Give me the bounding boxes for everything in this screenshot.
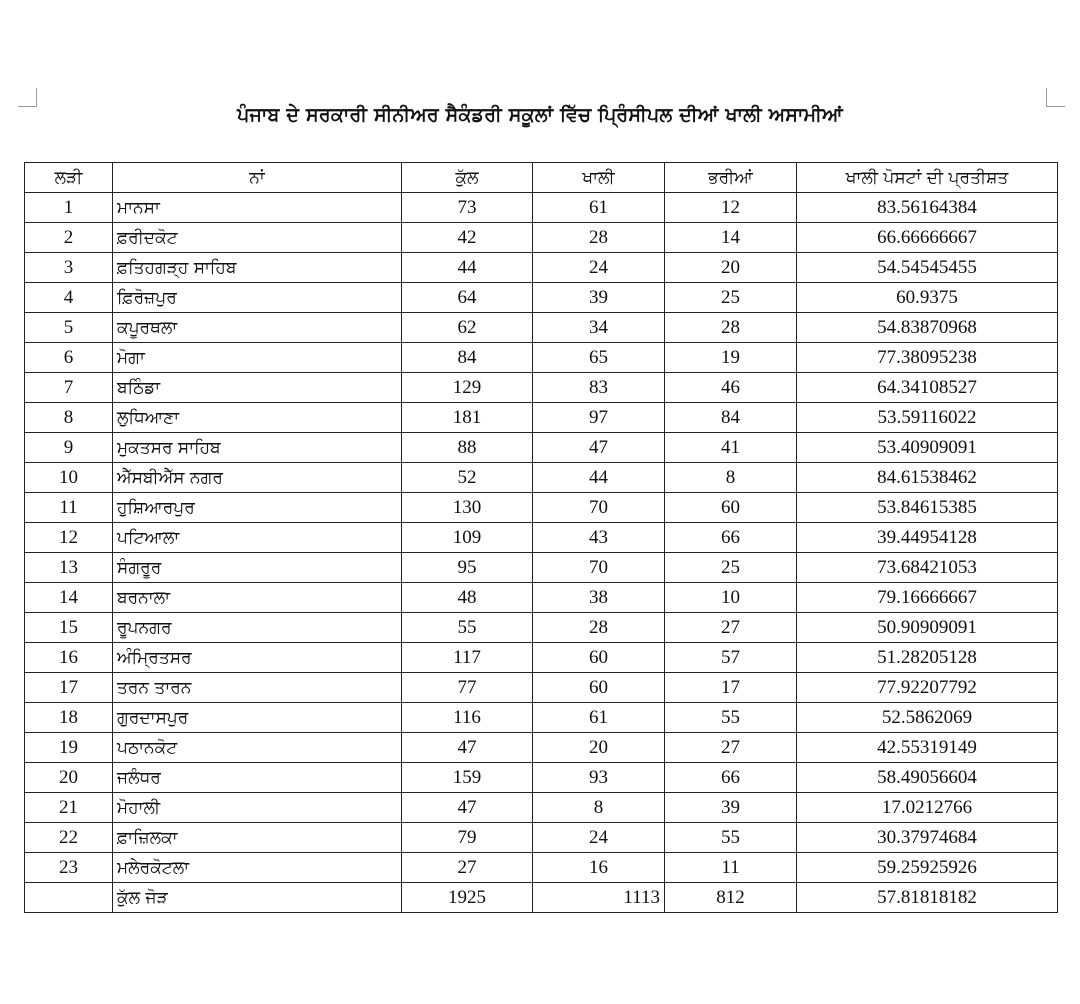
header-vacant: ਖਾਲੀ	[533, 163, 665, 193]
vacant-cell: 83	[533, 373, 665, 403]
filled-cell: 55	[665, 823, 797, 853]
percent-cell: 73.68421053	[797, 553, 1058, 583]
filled-cell: 25	[665, 283, 797, 313]
total-cell: 109	[402, 523, 533, 553]
district-name-cell: ਫ਼ਤਿਹਗੜ੍ਹ ਸਾਹਿਬ	[113, 253, 402, 283]
filled-cell: 84	[665, 403, 797, 433]
vacant-cell: 97	[533, 403, 665, 433]
percent-cell: 54.54545455	[797, 253, 1058, 283]
district-name-cell: ਮਾਨਸਾ	[113, 193, 402, 223]
filled-cell: 14	[665, 223, 797, 253]
total-cell: 52	[402, 463, 533, 493]
vacant-cell: 24	[533, 253, 665, 283]
percent-cell: 17.0212766	[797, 793, 1058, 823]
table-row	[25, 613, 1058, 643]
district-name-cell: ਫ਼ਾਜ਼ਿਲਕਾ	[113, 823, 402, 853]
serial-cell: 9	[25, 433, 113, 463]
serial-cell: 22	[25, 823, 113, 853]
district-name-cell: ਜਲੰਧਰ	[113, 763, 402, 793]
table-row	[25, 463, 1058, 493]
district-name-cell: ਪਠਾਨਕੋਟ	[113, 733, 402, 763]
table-header-row	[25, 163, 1058, 193]
vacant-cell: 8	[533, 793, 665, 823]
vacant-cell: 44	[533, 463, 665, 493]
table-row	[25, 283, 1058, 313]
serial-cell: 21	[25, 793, 113, 823]
table-row	[25, 733, 1058, 763]
table-total-row	[25, 883, 1058, 913]
percent-cell: 53.59116022	[797, 403, 1058, 433]
total-cell: 79	[402, 823, 533, 853]
total-cell: 95	[402, 553, 533, 583]
total-cell: 27	[402, 853, 533, 883]
total-cell: 47	[402, 793, 533, 823]
total-cell: 55	[402, 613, 533, 643]
filled-cell: 27	[665, 733, 797, 763]
table-row	[25, 433, 1058, 463]
vacant-cell: 61	[533, 703, 665, 733]
table-body	[25, 193, 1058, 883]
percent-cell: 60.9375	[797, 283, 1058, 313]
serial-cell: 11	[25, 493, 113, 523]
serial-cell: 3	[25, 253, 113, 283]
filled-cell: 28	[665, 313, 797, 343]
table-row	[25, 703, 1058, 733]
total-cell: 129	[402, 373, 533, 403]
vacant-cell: 61	[533, 193, 665, 223]
total-percent-cell: 57.81818182	[797, 883, 1058, 913]
serial-cell: 7	[25, 373, 113, 403]
serial-cell: 5	[25, 313, 113, 343]
percent-cell: 79.16666667	[797, 583, 1058, 613]
vacant-cell: 70	[533, 493, 665, 523]
percent-cell: 64.34108527	[797, 373, 1058, 403]
serial-cell: 12	[25, 523, 113, 553]
table-row	[25, 373, 1058, 403]
vacant-cell: 38	[533, 583, 665, 613]
table-row	[25, 823, 1058, 853]
vacant-cell: 70	[533, 553, 665, 583]
vacant-cell: 28	[533, 613, 665, 643]
total-cell: 130	[402, 493, 533, 523]
filled-cell: 27	[665, 613, 797, 643]
district-name-cell: ਬਰਨਾਲਾ	[113, 583, 402, 613]
total-cell: 64	[402, 283, 533, 313]
table-row	[25, 313, 1058, 343]
serial-cell: 4	[25, 283, 113, 313]
percent-cell: 66.66666667	[797, 223, 1058, 253]
percent-cell: 30.37974684	[797, 823, 1058, 853]
serial-cell: 14	[25, 583, 113, 613]
percent-cell: 59.25925926	[797, 853, 1058, 883]
total-cell: 62	[402, 313, 533, 343]
filled-cell: 10	[665, 583, 797, 613]
filled-cell: 41	[665, 433, 797, 463]
table-row	[25, 793, 1058, 823]
table-row	[25, 673, 1058, 703]
table-row	[25, 493, 1058, 523]
serial-cell: 1	[25, 193, 113, 223]
table-row	[25, 223, 1058, 253]
percent-cell: 39.44954128	[797, 523, 1058, 553]
total-cell: 42	[402, 223, 533, 253]
serial-cell: 18	[25, 703, 113, 733]
vacant-cell: 34	[533, 313, 665, 343]
filled-cell: 12	[665, 193, 797, 223]
filled-cell: 25	[665, 553, 797, 583]
total-cell: 159	[402, 763, 533, 793]
district-name-cell: ਗੁਰਦਾਸਪੁਰ	[113, 703, 402, 733]
table-row	[25, 553, 1058, 583]
district-name-cell: ਲੁਧਿਆਣਾ	[113, 403, 402, 433]
table-row	[25, 343, 1058, 373]
district-name-cell: ਫ਼ਰੀਦਕੋਟ	[113, 223, 402, 253]
header-percent: ਖਾਲੀ ਪੋਸਟਾਂ ਦੀ ਪ੍ਰਤੀਸ਼ਤ	[797, 163, 1058, 193]
filled-cell: 8	[665, 463, 797, 493]
header-name: ਨਾਂ	[113, 163, 402, 193]
serial-cell: 23	[25, 853, 113, 883]
header-filled: ਭਰੀਆਂ	[665, 163, 797, 193]
header-serial: ਲੜੀ	[25, 163, 113, 193]
total-sum-cell: 1925	[402, 883, 533, 913]
total-vacant-cell: 1113	[533, 883, 665, 913]
serial-cell: 6	[25, 343, 113, 373]
vacant-cell: 39	[533, 283, 665, 313]
percent-cell: 58.49056604	[797, 763, 1058, 793]
serial-cell: 10	[25, 463, 113, 493]
total-label-cell: ਕੁੱਲ ਜੋੜ	[113, 883, 402, 913]
serial-cell: 13	[25, 553, 113, 583]
total-cell: 88	[402, 433, 533, 463]
total-cell: 181	[402, 403, 533, 433]
total-cell: 116	[402, 703, 533, 733]
serial-cell: 2	[25, 223, 113, 253]
serial-cell: 19	[25, 733, 113, 763]
filled-cell: 39	[665, 793, 797, 823]
filled-cell: 57	[665, 643, 797, 673]
table-row	[25, 853, 1058, 883]
serial-cell: 15	[25, 613, 113, 643]
vacant-cell: 47	[533, 433, 665, 463]
district-name-cell: ਬਠਿੰਡਾ	[113, 373, 402, 403]
table-row	[25, 193, 1058, 223]
district-name-cell: ਐੱਸਬੀਐੱਸ ਨਗਰ	[113, 463, 402, 493]
total-serial-cell	[25, 883, 113, 913]
district-name-cell: ਅੰਮ੍ਰਿਤਸਰ	[113, 643, 402, 673]
filled-cell: 20	[665, 253, 797, 283]
total-cell: 73	[402, 193, 533, 223]
filled-cell: 55	[665, 703, 797, 733]
serial-cell: 8	[25, 403, 113, 433]
total-cell: 47	[402, 733, 533, 763]
percent-cell: 53.84615385	[797, 493, 1058, 523]
vacant-cell: 60	[533, 643, 665, 673]
district-name-cell: ਹੁਸ਼ਿਆਰਪੁਰ	[113, 493, 402, 523]
percent-cell: 50.90909091	[797, 613, 1058, 643]
vacant-cell: 60	[533, 673, 665, 703]
filled-cell: 19	[665, 343, 797, 373]
vacant-cell: 20	[533, 733, 665, 763]
filled-cell: 17	[665, 673, 797, 703]
vacant-cell: 43	[533, 523, 665, 553]
table-row	[25, 583, 1058, 613]
percent-cell: 77.92207792	[797, 673, 1058, 703]
district-name-cell: ਪਟਿਆਲਾ	[113, 523, 402, 553]
district-name-cell: ਕਪੂਰਥਲਾ	[113, 313, 402, 343]
district-name-cell: ਮੋਹਾਲੀ	[113, 793, 402, 823]
percent-cell: 52.5862069	[797, 703, 1058, 733]
percent-cell: 54.83870968	[797, 313, 1058, 343]
serial-cell: 16	[25, 643, 113, 673]
document-title: ਪੰਜਾਬ ਦੇ ਸਰਕਾਰੀ ਸੀਨੀਅਰ ਸੈਕੰਡਰੀ ਸਕੂਲਾਂ ਵਿੱਚ ਪ੍ਰਿੰਸੀਪਲ ਦੀਆਂ ਖਾਲੀ ਅਸਾਮੀਆਂ	[237, 104, 843, 126]
vacant-cell: 24	[533, 823, 665, 853]
vacant-cell: 65	[533, 343, 665, 373]
total-cell: 44	[402, 253, 533, 283]
table-row	[25, 253, 1058, 283]
percent-cell: 84.61538462	[797, 463, 1058, 493]
table-row	[25, 643, 1058, 673]
filled-cell: 11	[665, 853, 797, 883]
filled-cell: 66	[665, 523, 797, 553]
district-name-cell: ਸੰਗਰੂਰ	[113, 553, 402, 583]
filled-cell: 60	[665, 493, 797, 523]
district-name-cell: ਮਲੇਰਕੋਟਲਾ	[113, 853, 402, 883]
percent-cell: 83.56164384	[797, 193, 1058, 223]
table-row	[25, 763, 1058, 793]
district-name-cell: ਤਰਨ ਤਾਰਨ	[113, 673, 402, 703]
district-name-cell: ਫ਼ਿਰੋਜ਼ਪੁਰ	[113, 283, 402, 313]
percent-cell: 77.38095238	[797, 343, 1058, 373]
table-row	[25, 403, 1058, 433]
district-name-cell: ਮੁਕਤਸਰ ਸਾਹਿਬ	[113, 433, 402, 463]
serial-cell: 17	[25, 673, 113, 703]
percent-cell: 51.28205128	[797, 643, 1058, 673]
filled-cell: 46	[665, 373, 797, 403]
filled-cell: 66	[665, 763, 797, 793]
total-cell: 77	[402, 673, 533, 703]
serial-cell: 20	[25, 763, 113, 793]
total-filled-cell: 812	[665, 883, 797, 913]
total-cell: 117	[402, 643, 533, 673]
total-cell: 48	[402, 583, 533, 613]
table-row	[25, 523, 1058, 553]
vacancy-table	[24, 162, 1058, 913]
percent-cell: 42.55319149	[797, 733, 1058, 763]
vacant-cell: 16	[533, 853, 665, 883]
district-name-cell: ਮੋਗਾ	[113, 343, 402, 373]
total-cell: 84	[402, 343, 533, 373]
percent-cell: 53.40909091	[797, 433, 1058, 463]
vacant-cell: 28	[533, 223, 665, 253]
vacant-cell: 93	[533, 763, 665, 793]
header-total: ਕੁੱਲ	[402, 163, 533, 193]
district-name-cell: ਰੂਪਨਗਰ	[113, 613, 402, 643]
